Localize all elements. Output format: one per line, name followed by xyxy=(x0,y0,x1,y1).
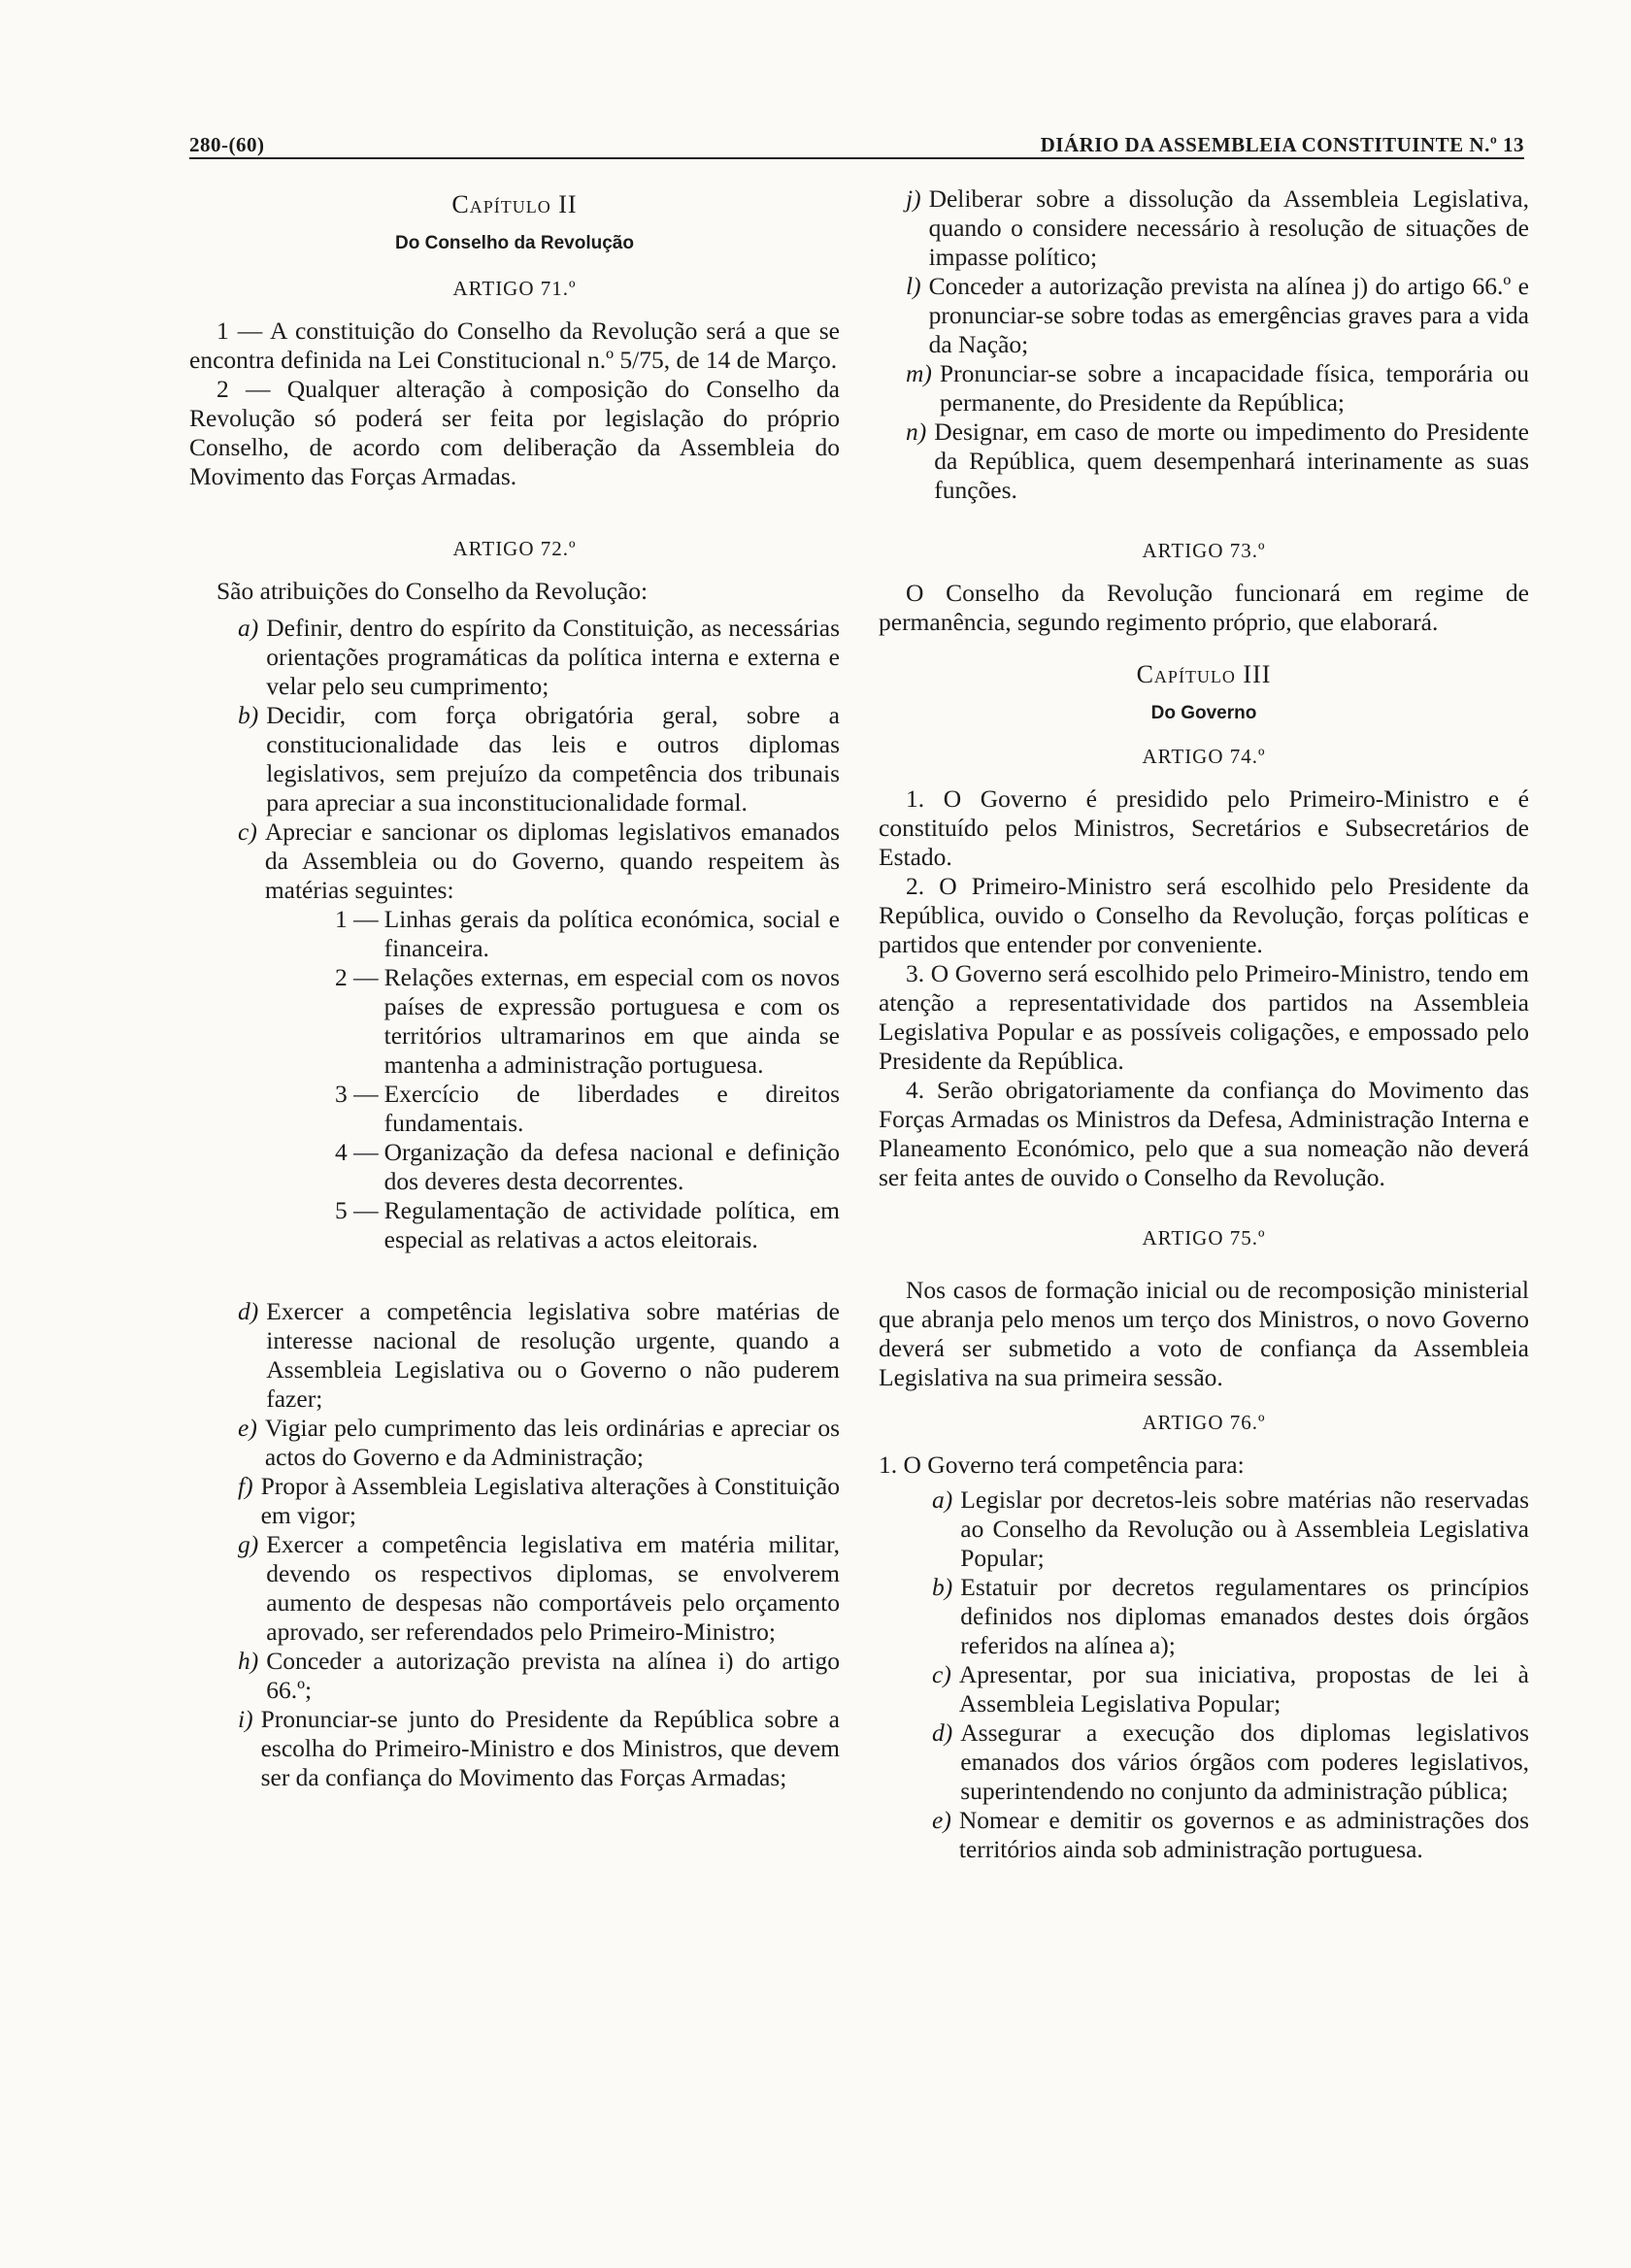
item-text: Conceder a autorização prevista na alínea i) do artigo 66.º; xyxy=(266,1647,840,1704)
paragraph: 1 — A constituição do Conselho da Revolução será a que se encontra definida na Lei Constitucional n.º 5/75, de 14 de Março. xyxy=(189,317,840,374)
item-label: a) xyxy=(932,1485,953,1514)
paragraph: 1. O Governo terá competência para: xyxy=(879,1451,1245,1479)
sub-item-number: 5 — xyxy=(335,1196,379,1224)
paragraph: O Conselho da Revolução funcionará em regime de permanência, segundo regimento próprio, que elaborará. xyxy=(879,579,1529,636)
item-label: c) xyxy=(932,1660,951,1688)
paragraph: 2 — Qualquer alteração à composição do Conselho da Revolução só poderá ser feita por legislação do próprio Conselho, de acordo com deliberação da Assembleia do Movimento das Forças Armadas. xyxy=(189,375,840,490)
article-title: ARTIGO 76.º xyxy=(1142,1411,1266,1434)
sub-item-text: Linhas gerais da política económica, social e financeira. xyxy=(383,905,840,962)
item-text: Vigiar pelo cumprimento das leis ordinárias e apreciar os actos do Governo e da Administração; xyxy=(264,1414,840,1471)
list-item xyxy=(238,614,840,701)
list-item xyxy=(932,1718,1529,1806)
header-rule xyxy=(189,157,1524,159)
item-text: Pronunciar-se sobre a incapacidade física, temporária ou permanente, do Presidente da República; xyxy=(939,359,1529,417)
item-label: m) xyxy=(906,359,932,387)
list-item xyxy=(238,1414,840,1472)
item-text: Legislar por decretos-leis sobre matérias não reservadas ao Conselho da Revolução ou à Assembleia Legislativa Popular; xyxy=(960,1485,1529,1572)
sub-list-item xyxy=(335,1138,840,1196)
list-item xyxy=(906,184,1529,272)
article-title: ARTIGO 71.º xyxy=(452,277,577,300)
item-text: Definir, dentro do espírito da Constituição, as necessárias orientações programáticas da política interna e externa e velar pelo seu cumprimento; xyxy=(266,614,840,700)
item-text: Exercer a competência legislativa em matéria militar, devendo os respectivos diplomas, se envolverem aumento de despesas não comportáveis pelo orçamento aprovado, ser referendados pelo Primeiro-Ministro; xyxy=(266,1530,840,1646)
item-label: b) xyxy=(238,701,259,729)
sub-item-text: Exercício de liberdades e direitos fundamentais. xyxy=(383,1080,840,1137)
list-item xyxy=(238,701,840,817)
list-item xyxy=(238,1472,840,1530)
article-title: ARTIGO 74.º xyxy=(1142,745,1266,768)
paragraph: 1. O Governo é presidido pelo Primeiro-Ministro e é constituído pelos Ministros, Secretários e Subsecretários de Estado. xyxy=(879,784,1529,871)
sub-list-item xyxy=(335,1080,840,1138)
list-item xyxy=(932,1485,1529,1573)
item-label: h) xyxy=(238,1647,259,1675)
sub-item-number: 4 — xyxy=(335,1138,379,1166)
chapter-subtitle: Do Conselho da Revolução xyxy=(395,233,634,253)
list-item xyxy=(238,1647,840,1705)
paragraph: 3. O Governo será escolhido pelo Primeiro-Ministro, tendo em atenção a representatividade dos partidos na Assembleia Legislativa Popular e as possíveis coligações, e empossado pelo Presidente da República. xyxy=(879,959,1529,1075)
sub-item-number: 1 — xyxy=(335,905,379,933)
list-item xyxy=(906,272,1529,359)
sub-item-number: 2 — xyxy=(335,963,379,991)
item-text: Propor à Assembleia Legislativa alterações à Constituição em vigor; xyxy=(260,1472,840,1529)
list-item xyxy=(238,1705,840,1792)
chapter-subtitle: Do Governo xyxy=(1150,703,1257,723)
list-item xyxy=(238,817,840,905)
item-label: a) xyxy=(238,614,259,642)
sub-list-item xyxy=(335,905,840,963)
item-label: e) xyxy=(932,1806,951,1834)
sub-list-item xyxy=(335,1196,840,1254)
article-title: ARTIGO 73.º xyxy=(1142,539,1266,562)
list-item xyxy=(238,1530,840,1647)
item-text: Estatuir por decretos regulamentares os princípios definidos nos diplomas emanados destes dois órgãos referidos na alínea a); xyxy=(960,1573,1529,1659)
sub-item-number: 3 — xyxy=(335,1080,379,1108)
item-text: Assegurar a execução dos diplomas legislativos emanados dos vários órgãos com poderes legislativos, superintendendo no conjunto da administração pública; xyxy=(960,1718,1529,1805)
item-text: Decidir, com força obrigatória geral, sobre a constitucionalidade das leis e outros diplomas legislativos, sem prejuízo da competência dos tribunais para apreciar a sua inconstitucionalidade formal. xyxy=(266,701,840,817)
item-label: j) xyxy=(906,184,921,213)
item-label: n) xyxy=(906,417,927,446)
item-label: d) xyxy=(932,1718,953,1747)
item-text: Exercer a competência legislativa sobre matérias de interesse nacional de resolução urgente, quando a Assembleia Legislativa ou o Governo o não puderem fazer; xyxy=(266,1297,840,1413)
item-label: i) xyxy=(238,1705,253,1733)
page-number: 280-(60) xyxy=(189,133,265,156)
item-text: Pronunciar-se junto do Presidente da República sobre a escolha do Primeiro-Ministro e dos Ministros, que devem ser da confiança do Movimento das Forças Armadas; xyxy=(260,1705,840,1791)
article-title: ARTIGO 75.º xyxy=(1142,1226,1266,1250)
item-label: d) xyxy=(238,1297,259,1325)
sub-item-text: Relações externas, em especial com os novos países de expressão portuguesa e com os territórios ultramarinos em que ainda se mantenha a administração portuguesa. xyxy=(383,963,840,1079)
paragraph: 2. O Primeiro-Ministro será escolhido pelo Presidente da República, ouvido o Conselho da Revolução, forças políticas e partidos que entender por conveniente. xyxy=(879,872,1529,958)
item-text: Deliberar sobre a dissolução da Assembleia Legislativa, quando o considere necessário à resolução de situações de impasse político; xyxy=(928,184,1529,271)
sub-item-text: Regulamentação de actividade política, em especial as relativas a actos eleitorais. xyxy=(383,1196,840,1253)
paragraph: Nos casos de formação inicial ou de recomposição ministerial que abranja pelo menos um terço dos Ministros, o novo Governo deverá ser submetido a voto de confiança da Assembleia Legislativa na sua primeira sessão. xyxy=(879,1276,1529,1391)
item-label: l) xyxy=(906,272,921,300)
item-text: Designar, em caso de morte ou impedimento do Presidente da República, quem desempenhará interinamente as suas funções. xyxy=(934,417,1529,504)
item-text: Apresentar, por sua iniciativa, propostas de lei à Assembleia Legislativa Popular; xyxy=(958,1660,1529,1718)
list-item xyxy=(906,359,1529,417)
left-column xyxy=(189,184,840,1792)
list-item xyxy=(932,1806,1529,1864)
list-item xyxy=(906,417,1529,505)
chapter-heading: Capítulo II xyxy=(451,190,578,218)
item-label: f) xyxy=(238,1472,253,1500)
paragraph: 4. Serão obrigatoriamente da confiança do Movimento das Forças Armadas os Ministros da Defesa, Administração Interna e Planeamento Económico, pelo que a sua nomeação não deverá ser feita antes de ouvido o Conselho da Revolução. xyxy=(879,1076,1529,1191)
page-header xyxy=(189,118,1524,157)
list-item xyxy=(238,1297,840,1414)
publication-title: DIÁRIO DA ASSEMBLEIA CONSTITUINTE N.º 13 xyxy=(1040,133,1524,156)
right-column xyxy=(879,184,1529,1864)
item-text: Apreciar e sancionar os diplomas legislativos emanados da Assembleia ou do Governo, quando respeitem às matérias seguintes: xyxy=(264,817,840,904)
sub-list-item xyxy=(335,963,840,1080)
item-label: g) xyxy=(238,1530,259,1558)
list-item xyxy=(932,1660,1529,1718)
item-label: c) xyxy=(238,817,257,846)
item-label: e) xyxy=(238,1414,257,1442)
list-item xyxy=(932,1573,1529,1660)
item-label: b) xyxy=(932,1573,953,1601)
sub-item-text: Organização da defesa nacional e definição dos deveres desta decorrentes. xyxy=(383,1138,840,1195)
item-text: Nomear e demitir os governos e as administrações dos territórios ainda sob administração portuguesa. xyxy=(958,1806,1529,1863)
item-text: Conceder a autorização prevista na alínea j) do artigo 66.º e pronunciar-se sobre todas as emergências graves para a vida da Nação; xyxy=(928,272,1529,358)
article-title: ARTIGO 72.º xyxy=(452,537,577,560)
chapter-heading: Capítulo III xyxy=(1136,660,1272,688)
paragraph: São atribuições do Conselho da Revolução: xyxy=(216,577,649,605)
